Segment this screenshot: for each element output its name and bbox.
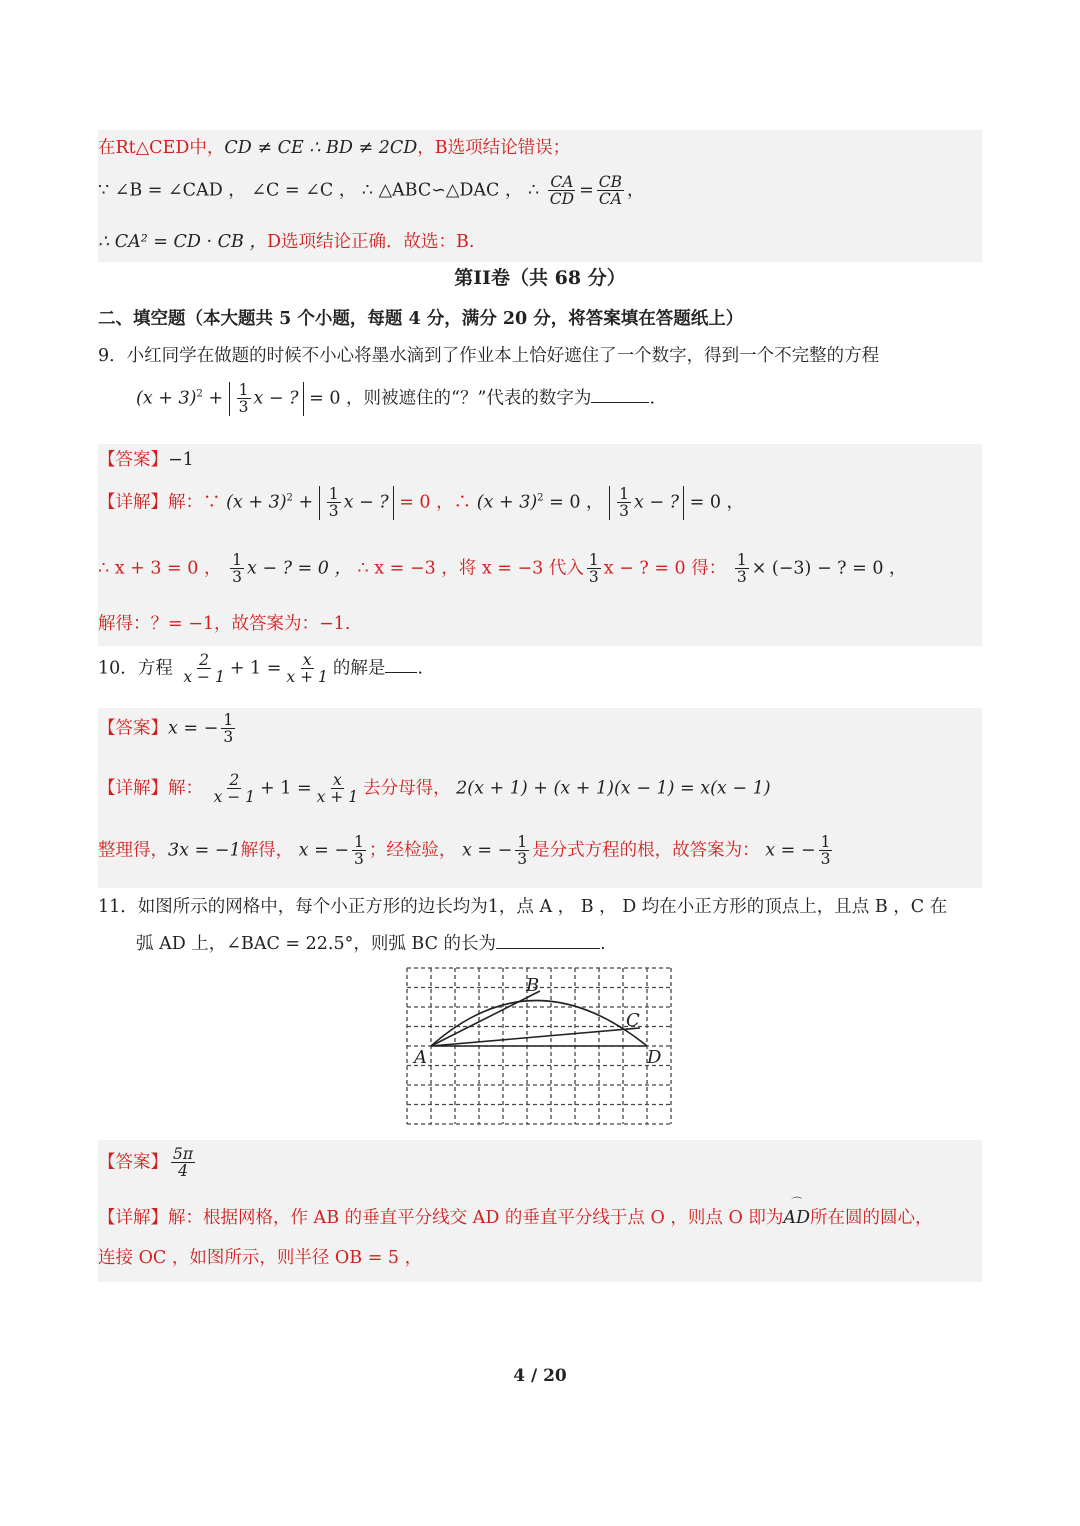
text: 的解是 — [332, 658, 386, 679]
num: 1 — [517, 833, 528, 851]
label-d: D — [647, 1047, 662, 1068]
num: 1 — [238, 381, 249, 399]
den: 4 — [178, 1162, 188, 1181]
answer-label: 【答案】 — [98, 1152, 168, 1173]
sup: 2 — [196, 388, 203, 400]
text: 在Rt△CED中， — [98, 138, 225, 158]
math: × (−3) − ? = 0 ， — [751, 558, 907, 579]
fraction — [237, 382, 251, 416]
num: 1 — [820, 833, 831, 851]
num: 5π — [173, 1145, 194, 1163]
num: 2 — [229, 771, 240, 789]
num: 1 — [223, 711, 234, 729]
abs-value — [609, 486, 684, 520]
answer-blank — [385, 672, 417, 673]
num: 1 — [619, 485, 629, 503]
punct: . — [417, 658, 423, 679]
answer-label: 【答案】 — [98, 718, 168, 739]
math: x − ? = 0 ， — [246, 558, 352, 579]
num: 1 — [232, 551, 242, 569]
den: 3 — [820, 850, 831, 869]
text: = 0 ， — [684, 492, 745, 513]
q11-line2 — [136, 930, 606, 955]
answer-box-q10 — [98, 708, 982, 888]
fraction-ca-cd — [548, 174, 576, 208]
math: CD ≠ CE ∴ BD ≠ 2CD — [224, 138, 418, 158]
math: x − ? — [253, 388, 299, 409]
num: x — [302, 651, 312, 669]
answer-box-q9 — [98, 444, 982, 646]
figure-shapes — [431, 991, 647, 1046]
solution-box-continued — [98, 130, 982, 262]
text: = 0 ，∴ — [393, 492, 472, 513]
label-b: B — [526, 975, 540, 996]
num: 1 — [588, 551, 599, 569]
den: x + 1 — [286, 668, 328, 687]
answer-blank — [496, 948, 600, 949]
den: x − 1 — [213, 788, 256, 807]
math: x − ? — [633, 492, 680, 513]
grid-figure — [404, 965, 674, 1127]
fraction — [171, 1146, 195, 1180]
math: 2(x + 1) + (x + 1)(x − 1) = x(x − 1) — [456, 778, 771, 799]
a9-detail-line1: 【详解】解：∵ $(x + 3)^2$ + $\frac{1}{3}$ x − ? = 0 ，∴ $(x + 3)^2 = 0$ ， $\frac{1}{3}$ x − ? = 0 ， — [98, 485, 745, 521]
math: + 1 = — [229, 658, 282, 679]
a11-detail-line2: 连接 OC ，如图所示，则半径 OB = 5 ， — [98, 1248, 423, 1268]
den: 3 — [517, 850, 528, 869]
fraction — [617, 486, 631, 520]
label-c: C — [626, 1010, 640, 1031]
math: (x + 3) — [136, 388, 197, 409]
den: 3 — [588, 568, 599, 587]
a9-detail-line3: 解得：？= −1，故答案为：−1. — [98, 614, 351, 634]
num: 2 — [199, 651, 210, 669]
answer-blank — [591, 402, 649, 403]
num: CA — [550, 173, 574, 191]
text: 解：根据网格，作 AB 的垂直平分线交 AD 的垂直平分线于点 O ，则点 O 即为 — [168, 1208, 784, 1228]
math: (x + 3) — [226, 492, 287, 513]
fraction — [181, 652, 226, 686]
answer-box-q11 — [98, 1140, 982, 1282]
text: 解：∵ — [168, 492, 221, 513]
abs-value — [319, 486, 394, 520]
q10-line — [98, 652, 423, 686]
detail-label: 【详解】 — [98, 1208, 168, 1228]
arc-ad-symbol — [783, 1196, 811, 1228]
punct: . — [600, 934, 606, 954]
answer-label: 【答案】 — [98, 450, 168, 470]
fraction — [587, 552, 601, 586]
math: x − ? — [343, 492, 389, 513]
den: 3 — [736, 568, 747, 587]
math: AD — [783, 1208, 811, 1228]
text: 所在圆的圆心， — [810, 1208, 933, 1228]
a11-answer — [98, 1146, 198, 1180]
den: 3 — [619, 502, 629, 521]
fraction — [352, 834, 366, 868]
punct: ， — [626, 180, 645, 201]
den: CA — [598, 190, 622, 209]
a10-detail-line2 — [98, 834, 835, 868]
a11-detail-line1 — [98, 1196, 933, 1229]
den: CD — [549, 190, 575, 209]
sup: 2 — [537, 492, 544, 504]
fraction-cb-ca — [597, 174, 624, 208]
text: 弧 AD 上，∠BAC = 22.5°，则弧 BC 的长为 — [136, 934, 497, 954]
fraction — [327, 486, 341, 520]
text: ；经检验， — [368, 840, 457, 861]
num: 1 — [736, 551, 747, 569]
text: x − ? = 0 得： — [603, 558, 727, 579]
text: D选项结论正确．故选：B. — [266, 232, 475, 252]
den: 3 — [232, 568, 242, 587]
q9-equation — [136, 382, 655, 416]
fraction — [735, 552, 749, 586]
text: = 0 ， — [543, 492, 604, 513]
q9-line1: 9．小红同学在做题的时候不小心将墨水滴到了作业本上恰好遮住了一个数字，得到一个不完整的方程 — [98, 346, 880, 366]
box1-line2 — [98, 174, 644, 208]
math: + 1 = — [260, 778, 312, 799]
den: x + 1 — [316, 788, 359, 807]
math: x = − — [765, 840, 816, 861]
den: 3 — [328, 502, 339, 521]
abs-value — [229, 382, 304, 416]
a9-answer — [98, 446, 194, 471]
part-title: 第II卷（共 68 分） — [454, 267, 626, 289]
fraction — [284, 652, 329, 686]
arc-mark-icon: ⌒ — [789, 1196, 801, 1209]
num: CB — [598, 173, 622, 191]
text: ∴ x = −3 ，将 x = −3 代入 — [357, 558, 584, 579]
text: 解： — [168, 778, 203, 799]
punct: . — [649, 388, 656, 409]
text: 去分母得， — [363, 778, 451, 799]
detail-label: 【详解】 — [98, 778, 168, 799]
math: 3x = −1 — [168, 840, 241, 861]
math: ∵ ∠B = ∠CAD ， ∠C = ∠C ， ∴ △ABC∽△DAC ， ∴ — [98, 180, 540, 201]
fraction — [230, 552, 244, 586]
den: 3 — [223, 728, 234, 747]
a10-answer — [98, 712, 238, 746]
math: x = − — [298, 840, 349, 861]
fraction — [212, 772, 257, 806]
num: 1 — [328, 485, 339, 503]
text: = 0 ，则被遮住的“？”代表的数字为 — [303, 388, 592, 409]
section-title: 二、填空题（本大题共 5 个小题，每题 4 分，满分 20 分，将答案填在答题纸上） — [98, 309, 744, 329]
den: x − 1 — [183, 668, 225, 687]
detail-label: 【详解】 — [98, 492, 168, 513]
text: 10．方程 — [98, 658, 173, 679]
fraction — [221, 712, 235, 746]
answer-value: −1 — [168, 450, 194, 470]
den: 3 — [238, 398, 249, 417]
fraction — [515, 834, 529, 868]
num: x — [332, 771, 342, 789]
math: x = − — [168, 718, 219, 739]
q11-line1: 11．如图所示的网格中，每个小正方形的边长均为1，点 A ， B ， D 均在小正方形的顶点上，且点 B ，C 在 — [98, 897, 948, 917]
plus: + — [202, 388, 229, 409]
math: ∴ CA² = CD · CB ， — [98, 232, 267, 252]
sup: 2 — [286, 492, 293, 504]
text: ∴ x + 3 = 0 ， — [98, 558, 222, 579]
eq: = — [579, 180, 594, 201]
text: 解得， — [240, 840, 294, 861]
box1-line1 — [98, 134, 570, 159]
label-a: A — [414, 1047, 427, 1068]
text: ，B选项结论错误； — [417, 138, 571, 158]
page-number: 4 / 20 — [513, 1366, 567, 1386]
fraction — [315, 772, 360, 806]
math: (x + 3) — [476, 492, 538, 513]
text: 整理得， — [98, 840, 168, 861]
text: 是分式方程的根，故答案为： — [532, 840, 760, 861]
a10-detail-line1 — [98, 772, 771, 806]
a9-detail-line2 — [98, 552, 907, 586]
box1-line3 — [98, 228, 474, 253]
num: 1 — [354, 833, 364, 851]
den: 3 — [354, 850, 364, 869]
math: x = − — [461, 840, 513, 861]
fraction — [819, 834, 833, 868]
